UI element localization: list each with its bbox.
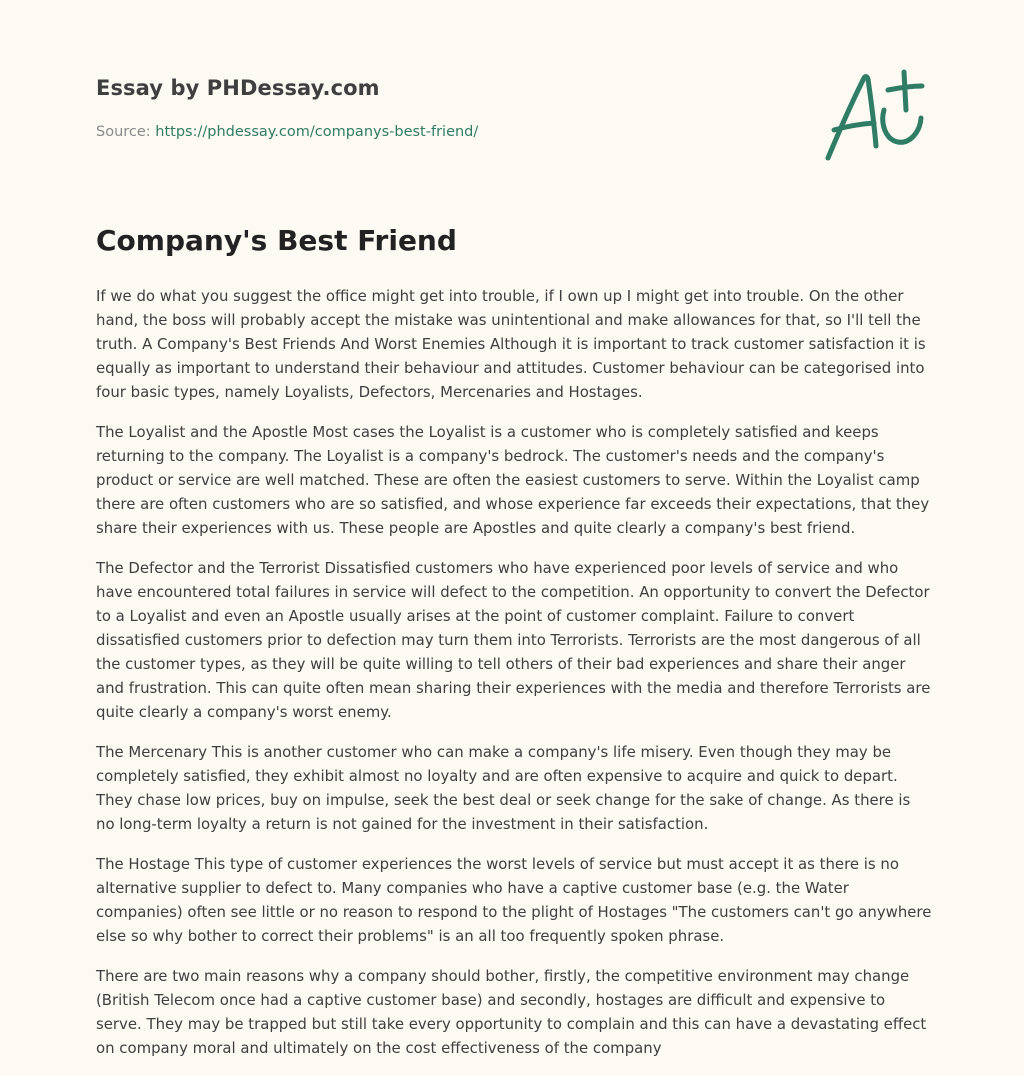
source-link[interactable]: https://phdessay.com/companys-best-friend/ <box>155 124 479 140</box>
page-header <box>96 0 928 200</box>
essay-paragraph: If we do what you suggest the office might get into trouble, if I own up I might get into trouble. On the other hand, the boss will probably accept the mistake was unintentional and make allowances for that, so I'll tell the truth. A Company's Best Friends And Worst Enemies Although it is important to track customer satisfaction it is equally as important to understand their behaviour and attitudes. Customer behaviour can be categorised into four basic types, namely Loyalists, Defectors, Mercenaries and Hostages. <box>96 287 926 401</box>
site-title: Essay by PHDessay.com <box>96 76 380 100</box>
essay-paragraph: The Loyalist and the Apostle Most cases the Loyalist is a customer who is completely satisfied and keeps returning to the company. The Loyalist is a company's bedrock. The customer's needs and the company's product or service are well matched. These are often the easiest customers to serve. Within the Loyalist camp there are often customers who are so satisfied, and whose experience far exceeds their expectations, that they share their experiences with us. These people are Apostles and quite clearly a company's best friend. <box>96 423 930 537</box>
essay-paragraph: The Hostage This type of customer experiences the worst levels of service but must accept it as there is no alternative supplier to defect to. Many companies who have a captive customer base (e.g. the Water companies) often see little or no reason to respond to the plight of Hostages "The customers can't go anywhere else so why bother to correct their problems" is an all too frequently spoken phrase. <box>96 855 932 945</box>
source-label: Source: <box>96 124 156 140</box>
essay-paragraph: The Mercenary This is another customer who can make a company's life misery. Even though they may be completely satisfied, they exhibit almost no loyalty and are often expensive to acquire and quick to depart. They chase low prices, buy on impulse, seek the best deal or seek change for the sake of change. As there is no long-term loyalty a return is not gained for the investment in their satisfaction. <box>96 743 911 833</box>
essay-paragraph: The Defector and the Terrorist Dissatisfied customers who have experienced poor levels of service and who have encountered total failures in service will defect to the competition. An opportunity to convert the Defector to a Loyalist and even an Apostle usually arises at the point of customer complaint. Failure to convert dissatisfied customers prior to defection may turn them into Terrorists. Terrorists are the most dangerous of all the customer types, as they will be quite willing to tell others of their bad experiences and share their anger and frustration. This can quite often mean sharing their experiences with the media and therefore Terrorists are quite clearly a company's worst enemy. <box>96 559 931 721</box>
a-plus-logo-icon <box>824 66 928 166</box>
essay-body <box>96 284 932 1076</box>
essay-paragraph: There are two main reasons why a company should bother, firstly, the competitive environment may change (British Telecom once had a captive customer base) and secondly, hostages are difficult and expensive to serve. They may be trapped but still take every opportunity to complain and this can have a devastating effect on company moral and ultimately on the cost effectiveness of the company <box>96 967 927 1057</box>
essay-title: Company's Best Friend <box>96 224 457 257</box>
source-line <box>96 124 478 140</box>
